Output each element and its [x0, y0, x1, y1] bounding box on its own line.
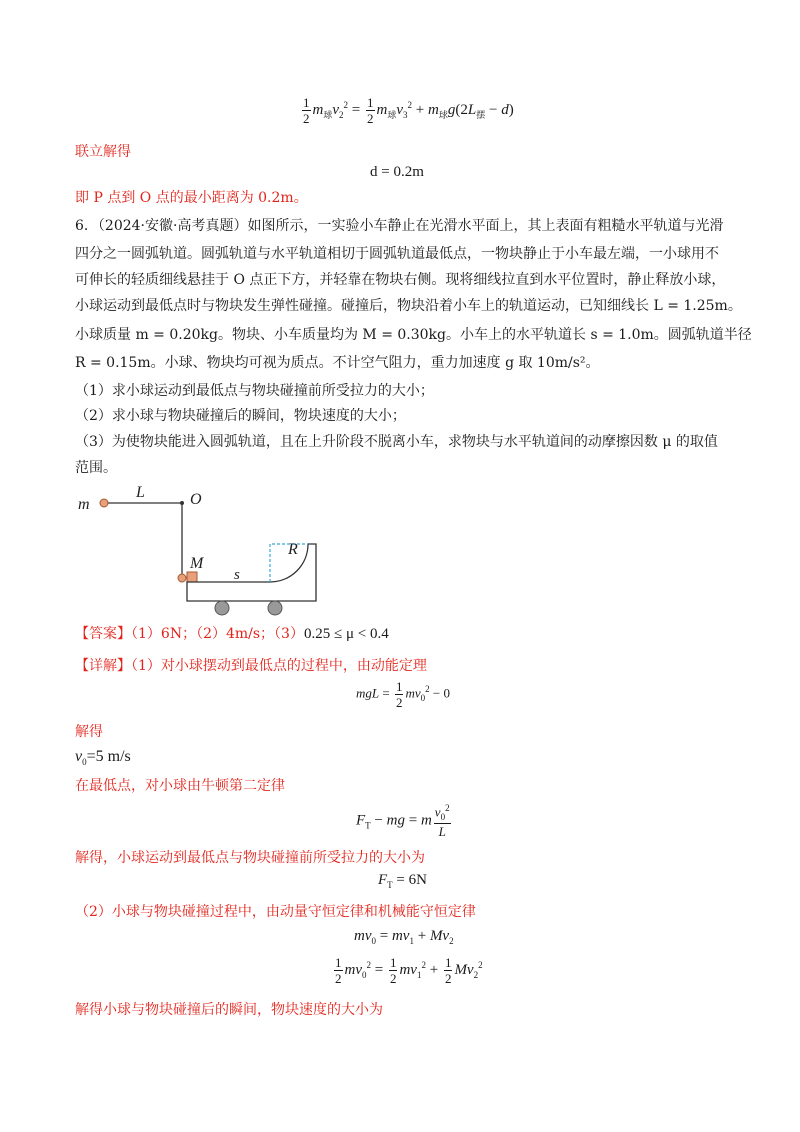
answer-body: （1）6N；（2）4m/s；（3）	[131, 626, 304, 642]
question-2: （2）求小球与物块碰撞后的瞬间，物块速度的大小；	[75, 408, 406, 424]
result-d-equation: d = 0.2m	[370, 164, 424, 180]
problem-line-5: 小球质量 m = 0.20kg。物块、小车质量均为 M = 0.30kg。小车上的水平轨道长 s = 1.0m。圆弧轨道半径	[75, 327, 752, 343]
problem-line-4: 小球运动到最低点时与物块发生弹性碰撞。碰撞后，物块沿着小车上的轨道运动，已知细线长 L = 1.25m。	[75, 298, 742, 314]
question-3: （3）为使物块能进入圆弧轨道，且在上升阶段不脱离小车，求物块与水平轨道间的动摩擦因数 μ 的取值	[75, 434, 718, 450]
problem-source: （2024·安徽·高考真题）	[97, 218, 248, 234]
solve-text-1: 解得	[75, 724, 103, 740]
problem-number: 6．	[75, 218, 98, 234]
ball-bottom	[178, 574, 186, 582]
label-O: O	[190, 491, 202, 508]
problem-line-6: R = 0.15m。小球、物块均可视为质点。不计空气阻力，重力加速度 g 取 10m/s²。	[75, 355, 600, 371]
joint-solve-text: 联立解得	[75, 144, 131, 160]
v0-result: $v_0=5$ m/s	[75, 748, 131, 768]
wheel-left	[215, 601, 229, 615]
label-M: M	[190, 555, 204, 572]
detail-part1: （1）对小球摆动到最低点的过程中，由动能定理	[131, 658, 427, 674]
equation-tension: $F_T = 6N$	[378, 872, 427, 890]
pivot-point	[180, 501, 184, 505]
equation-newton: $F_T$ − mg = m $\frac{v_0^2}{L}$	[356, 803, 450, 839]
ball-top	[100, 499, 108, 507]
question-3-continued: 范围。	[75, 460, 117, 476]
answer-tag: 【答案】	[75, 626, 131, 642]
detail-line	[75, 656, 427, 676]
equation-energy-theorem: mgL = $\frac{1}{2}$ $mv_0^2 - 0$	[356, 679, 450, 710]
problem-line-1	[75, 216, 723, 236]
problem-line-2: 四分之一圆弧轨道。圆弧轨道与水平轨道相切于圆弧轨道最低点，一物块静止于小车最左端，一小球用不	[75, 246, 719, 262]
physics-diagram	[70, 478, 330, 618]
detail-part2: （2）小球与物块碰撞过程中，由动量守恒定律和机械能守恒定律	[75, 904, 476, 920]
equation-kinetic-energy: $\frac{1}{2}$ $mv_0^2$ = $\frac{1}{2}$ $mv_1^2$ + $\frac{1}{2}$ $Mv_2^2$	[335, 955, 483, 986]
wheel-right	[268, 601, 282, 615]
label-L: L	[136, 484, 145, 501]
conclusion-text: 即 P 点到 O 点的最小距离为 0.2m。	[75, 190, 308, 206]
label-R: R	[288, 541, 298, 558]
label-s: s	[234, 567, 240, 583]
solve-text-3: 解得小球与物块碰撞后的瞬间，物块速度的大小为	[75, 1002, 383, 1018]
answer-line	[75, 624, 389, 644]
detail-tag: 【详解】	[75, 658, 131, 674]
problem-text-1: 如图所示，一实验小车静止在光滑水平面上，其上表面有粗糙水平轨道与光滑	[247, 218, 724, 234]
solve-text-2: 解得，小球运动到最低点与物块碰撞前所受拉力的大小为	[75, 850, 425, 866]
newton-text: 在最低点，对小球由牛顿第二定律	[75, 778, 285, 794]
label-m: m	[78, 496, 90, 513]
block	[187, 572, 197, 582]
energy-equation: $\frac{1}{2}$ $m_球v_2^2$ = $\frac{1}{2}$ $m_球v_3^2 + m_球g(2L_摆 - d)$	[303, 95, 514, 126]
equation-momentum: $mv_0 = mv_1 + Mv_2$	[354, 928, 454, 946]
answer-range: 0.25 ≤ μ < 0.4	[303, 626, 389, 642]
problem-line-3: 可伸长的轻质细线悬挂于 O 点正下方，并轻靠在物块右侧。现将细线拉直到水平位置时，静止释放小球，	[75, 272, 726, 288]
question-1: （1）求小球运动到最低点与物块碰撞前所受拉力的大小；	[75, 383, 434, 399]
